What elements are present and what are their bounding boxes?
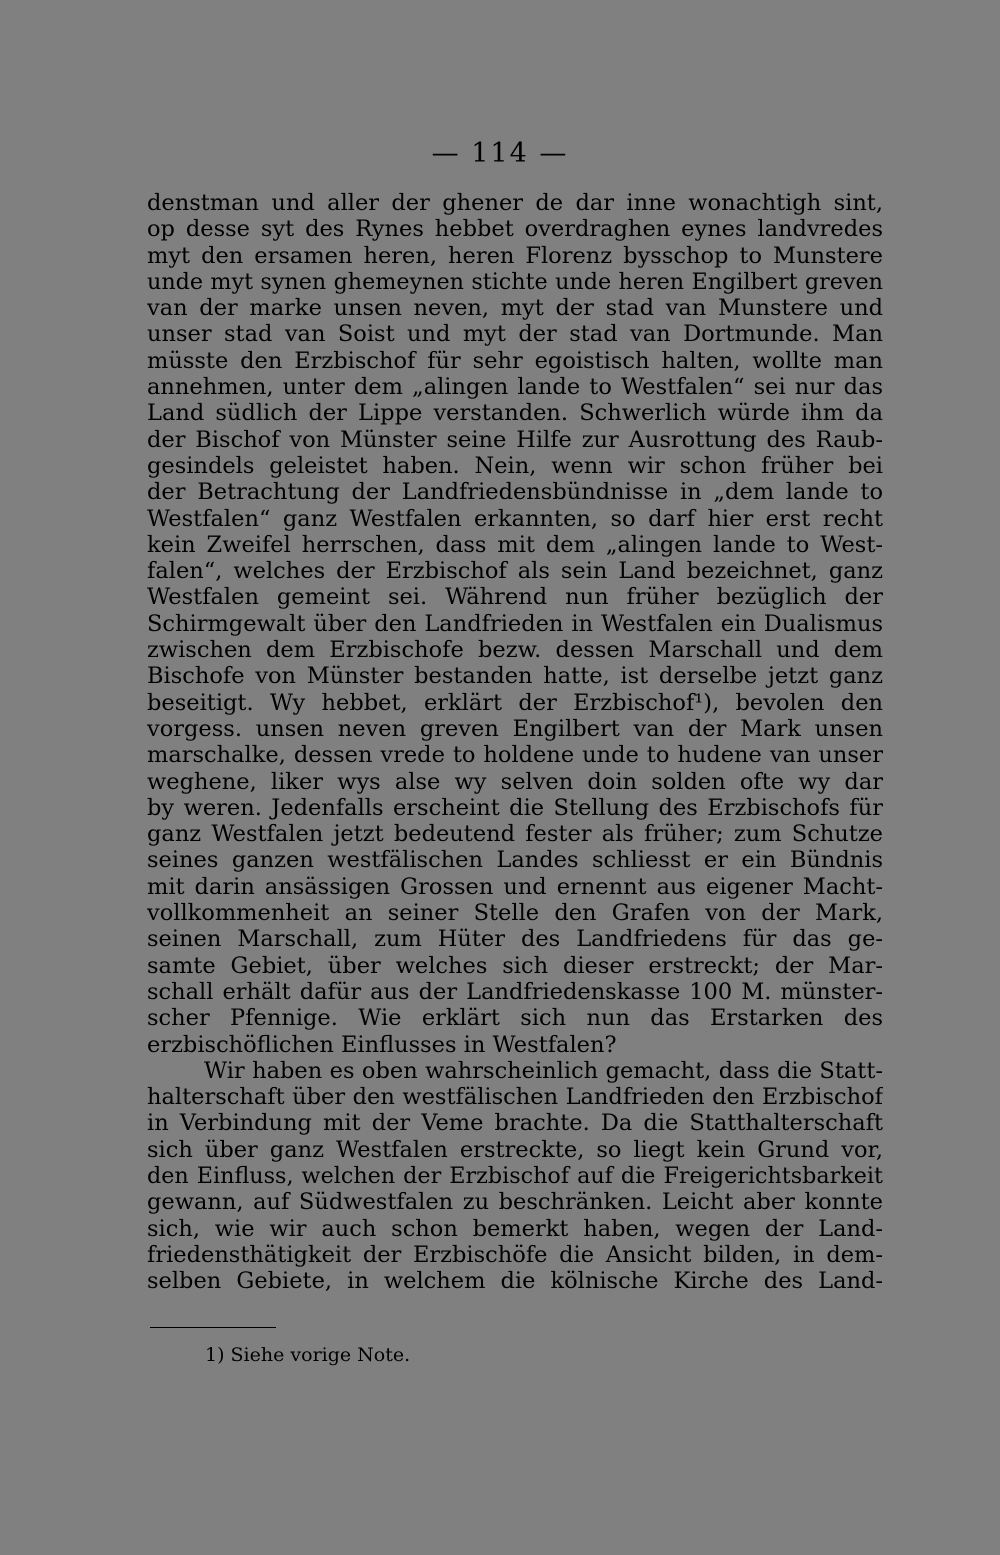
- text-line: beseitigt. Wy hebbet, erklärt der Erzbischof¹), bevolen den: [147, 689, 883, 716]
- text-line: erzbischöflichen Einflusses in Westfalen?: [147, 1031, 617, 1058]
- text-line: Westfalen“ ganz Westfalen erkannten, so darf hier erst recht: [147, 505, 883, 532]
- text-line: schall erhält dafür aus der Landfriedenskasse 100 M. münster-: [147, 978, 883, 1005]
- text-line: Westfalen gemeint sei. Während nun früher bezüglich der: [147, 584, 883, 611]
- text-line: van der marke unsen neven, myt der stad van Munstere und: [147, 295, 883, 322]
- text-line: in Verbindung mit der Veme brachte. Da die Statthalterschaft: [147, 1110, 883, 1137]
- text-line: müsste den Erzbischof für sehr egoistisch halten, wollte man: [147, 347, 883, 374]
- text-line: marschalke, dessen vrede to holdene unde to hudene van unser: [147, 742, 883, 769]
- text-line: unser stad van Soist und myt der stad van Dortmunde. Man: [147, 321, 883, 348]
- text-line: seines ganzen westfälischen Landes schliesst er ein Bündnis: [147, 847, 883, 874]
- text-line: Land südlich der Lippe verstanden. Schwerlich würde ihm da: [147, 400, 883, 427]
- paragraph-1: [147, 190, 883, 1058]
- text-line: der Betrachtung der Landfriedensbündnisse in „dem lande to: [147, 479, 883, 506]
- text-line: den Einfluss, welchen der Erzbischof auf die Freigerichtsbarkeit: [147, 1162, 883, 1189]
- text-line: seinen Marschall, zum Hüter des Landfriedens für das ge-: [147, 926, 883, 953]
- text-line: selben Gebiete, in welchem die kölnische Kirche des Land-: [147, 1268, 883, 1295]
- text-line: gesindels geleistet haben. Nein, wenn wir schon früher bei: [147, 452, 883, 479]
- page-number: — 114 —: [431, 138, 569, 169]
- text-line: vorgess. unsen neven greven Engilbert van der Mark unsen: [147, 715, 883, 742]
- text-line: ganz Westfalen jetzt bedeutend fester als früher; zum Schutze: [147, 821, 883, 848]
- paragraph-2: [147, 1058, 883, 1295]
- text-line: Wir haben es oben wahrscheinlich gemacht, dass die Statt-: [204, 1057, 883, 1084]
- text-line: samte Gebiet, über welches sich dieser erstreckt; der Mar-: [147, 952, 883, 979]
- text-line: myt den ersamen heren, heren Florenz bysschop to Munstere: [147, 242, 883, 269]
- body-text: [147, 190, 883, 1294]
- footnote: 1) Siehe vorige Note.: [205, 1344, 411, 1366]
- footnote-divider: [150, 1327, 276, 1328]
- text-line: op desse syt des Rynes hebbet overdraghen eynes landvredes: [147, 216, 883, 243]
- text-line: falen“, welches der Erzbischof als sein Land bezeichnet, ganz: [147, 558, 883, 585]
- text-line: scher Pfennige. Wie erklärt sich nun das Erstarken des: [147, 1005, 883, 1032]
- text-line: Bischofe von Münster bestanden hatte, ist derselbe jetzt ganz: [147, 663, 883, 690]
- text-line: zwischen dem Erzbischofe bezw. dessen Marschall und dem: [147, 637, 883, 664]
- text-line: weghene, liker wys alse wy selven doin solden ofte wy dar: [147, 768, 883, 795]
- text-line: annehmen, unter dem „alingen lande to Westfalen“ sei nur das: [147, 374, 883, 401]
- text-line: mit darin ansässigen Grossen und ernennt aus eigener Macht-: [147, 873, 883, 900]
- text-line: gewann, auf Südwestfalen zu beschränken. Leicht aber konnte: [147, 1189, 883, 1216]
- text-line: kein Zweifel herrschen, dass mit dem „alingen lande to West-: [147, 531, 883, 558]
- text-line: denstman und aller der ghener de dar inne wonachtigh sint,: [147, 190, 883, 216]
- text-line: halterschaft über den westfälischen Landfrieden den Erzbischof: [147, 1084, 883, 1111]
- text-line: vollkommenheit an seiner Stelle den Grafen von der Mark,: [147, 900, 883, 927]
- text-line: friedensthätigkeit der Erzbischöfe die Ansicht bilden, in dem-: [147, 1241, 883, 1268]
- text-line: der Bischof von Münster seine Hilfe zur Ausrottung des Raub-: [147, 426, 883, 453]
- text-line: unde myt synen ghemeynen stichte unde heren Engilbert greven: [147, 268, 883, 295]
- text-line: sich über ganz Westfalen erstreckte, so liegt kein Grund vor,: [147, 1136, 883, 1163]
- text-line: sich, wie wir auch schon bemerkt haben, wegen der Land-: [147, 1215, 883, 1242]
- text-line: Schirmgewalt über den Landfrieden in Westfalen ein Dualismus: [147, 610, 883, 637]
- text-line: by weren. Jedenfalls erscheint die Stellung des Erzbischofs für: [147, 794, 883, 821]
